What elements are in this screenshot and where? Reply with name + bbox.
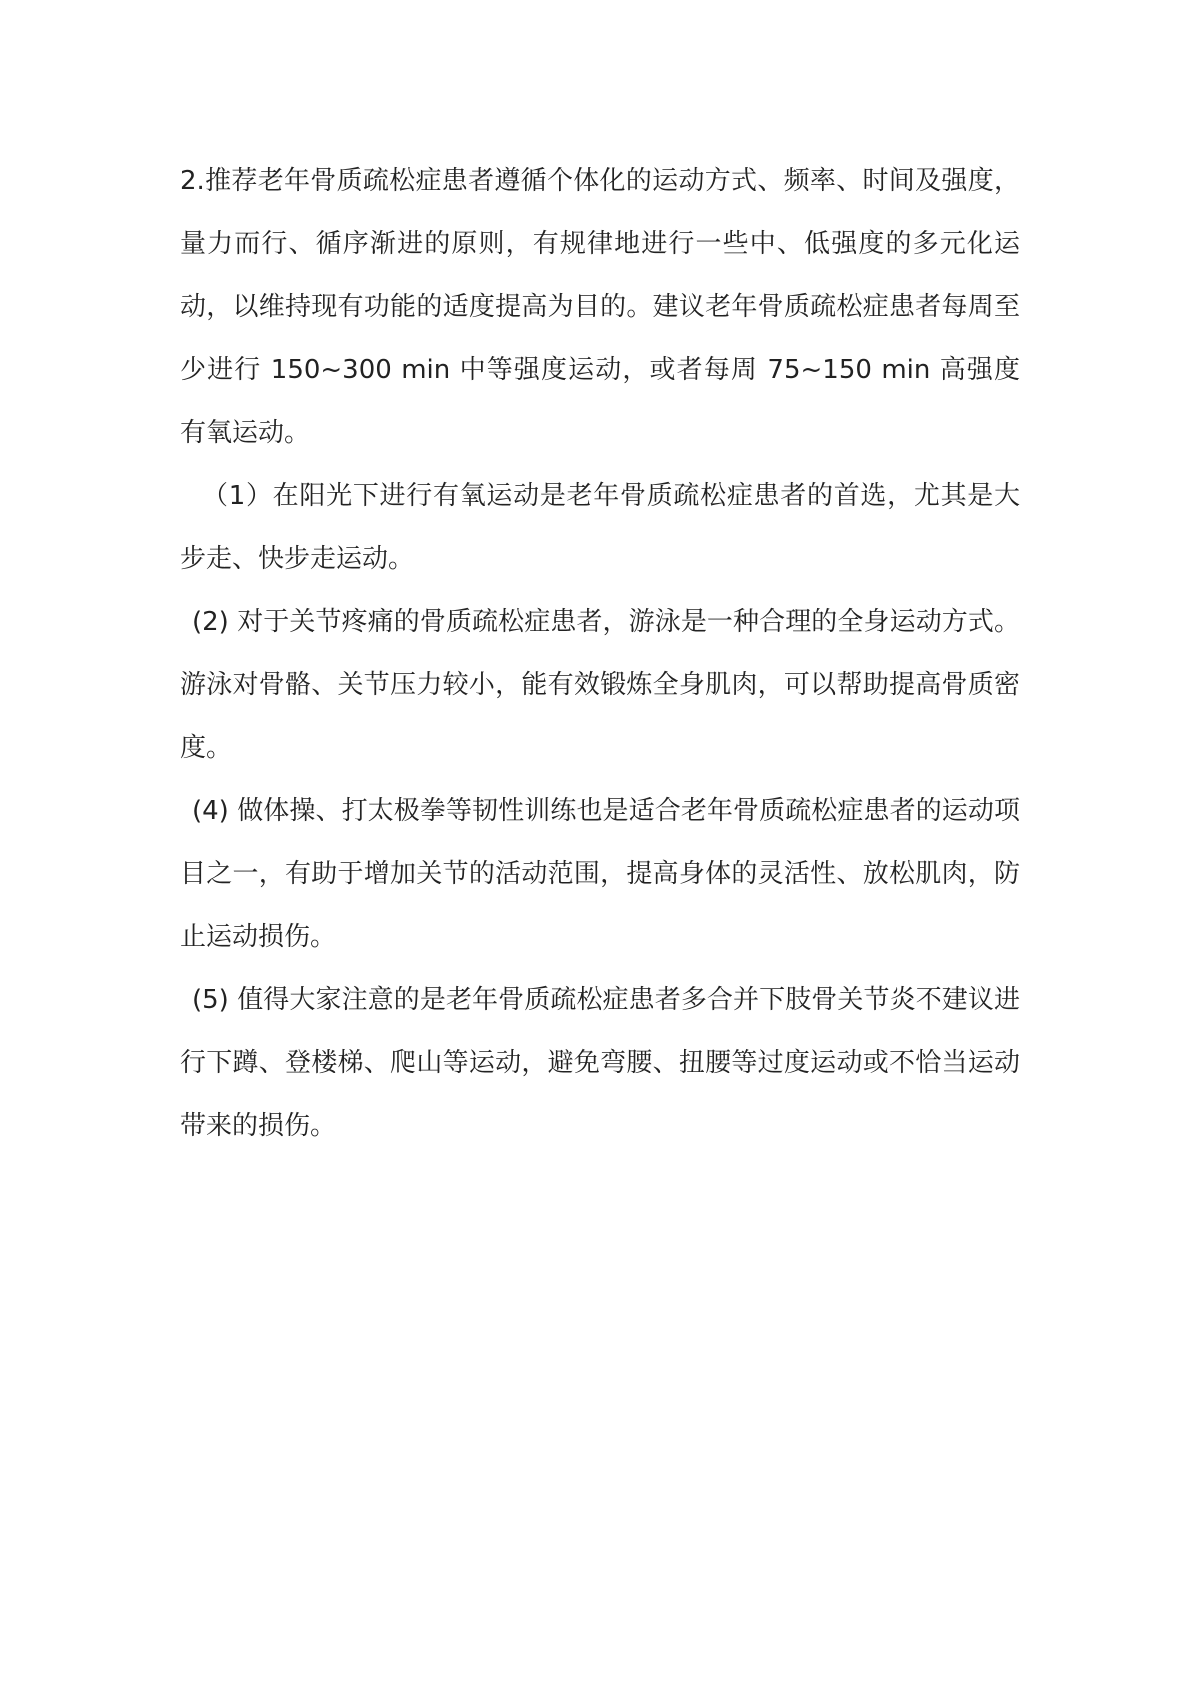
paragraph-item-1: （1）在阳光下进行有氧运动是老年骨质疏松症患者的首选，尤其是大步走、快步走运动。	[180, 481, 1020, 574]
paragraph-item-2: (2) 对于关节疼痛的骨质疏松症患者，游泳是一种合理的全身运动方式。游泳对骨骼、关节压力较小，能有效锻炼全身肌肉，可以帮助提高骨质密度。	[180, 607, 1020, 763]
paragraph-item-5: (5) 值得大家注意的是老年骨质疏松症患者多合并下肢骨关节炎不建议进行下蹲、登楼梯、爬山等运动，避免弯腰、扭腰等过度运动或不恰当运动带来的损伤。	[180, 985, 1020, 1141]
paragraph-item-4: (4) 做体操、打太极拳等韧性训练也是适合老年骨质疏松症患者的运动项目之一，有助于增加关节的活动范围，提高身体的灵活性、放松肌肉，防止运动损伤。	[180, 796, 1020, 952]
paragraph-intro: 2.推荐老年骨质疏松症患者遵循个体化的运动方式、频率、时间及强度，量力而行、循序渐进的原则，有规律地进行一些中、低强度的多元化运动，以维持现有功能的适度提高为目的。建议老年骨质疏松症患者每周至少进行 150~300 min 中等强度运动，或者每周 75~150 min 高强度有氧运动。	[180, 166, 1020, 448]
document-body	[180, 150, 1020, 1158]
